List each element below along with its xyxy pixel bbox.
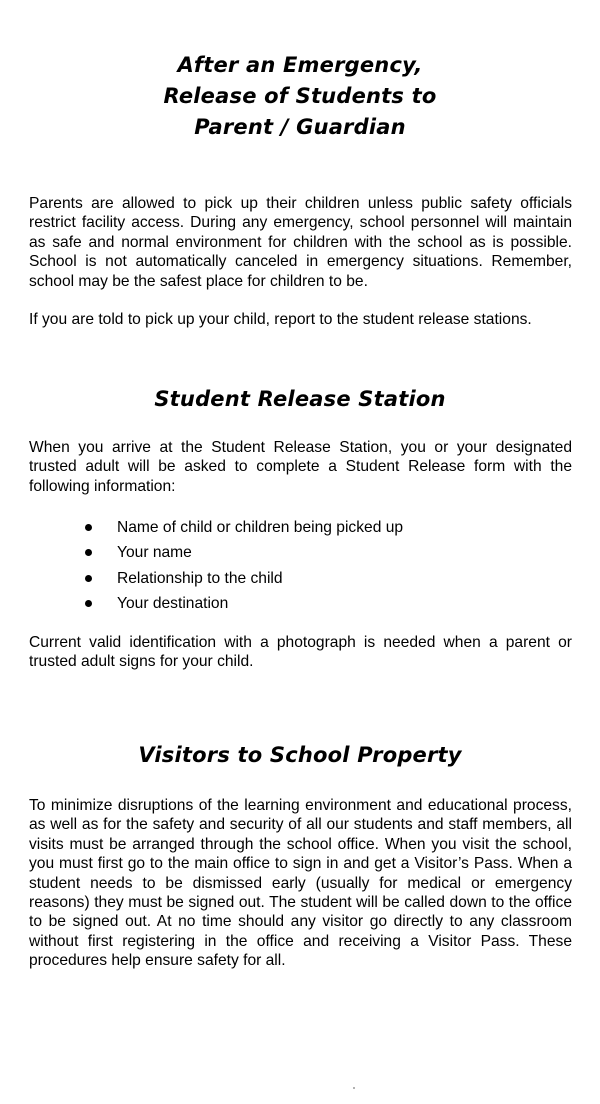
pickup-instruction: If you are told to pick up your child, report to the student release stations. — [29, 311, 532, 328]
bullet-icon — [85, 524, 92, 531]
scan-speck — [353, 1087, 355, 1089]
bullet-icon — [85, 575, 92, 582]
list-item-text: Your destination — [117, 595, 229, 613]
identification-note: Current valid identification with a photograph is needed when a parent or trusted adult signs for your child. — [29, 634, 572, 671]
visitors-paragraph: To minimize disruptions of the learning environment and educational process, as well as for the safety and security of all our students and staff members, all visits must be arranged through the school office. When you visit the school, you must first go to the main office to sign in and get a Visitor’s Pass. When a student needs to be dismissed early (usually for medical or emergency reasons) they must be signed out. The student will be called down to the office to be signed out. At no time should any visitor go directly to any classroom without first registering in the office and receiving a Visitor Pass. These procedures help ensure safety for all. — [29, 797, 572, 970]
list-item — [80, 592, 403, 617]
visitors-heading: Visitors to School Property — [138, 743, 462, 767]
page-title — [0, 50, 600, 143]
release-form-info-list — [80, 516, 403, 618]
list-item-text: Relationship to the child — [117, 569, 283, 587]
list-item-text: Your name — [117, 544, 192, 562]
release-station-paragraph: When you arrive at the Student Release Station, you or your designated trusted adult will be asked to complete a Student Release form with the following information: — [29, 439, 572, 495]
list-item — [80, 567, 403, 592]
bullet-icon — [85, 549, 92, 556]
list-item-text: Name of child or children being picked up — [117, 519, 404, 536]
bullet-icon — [85, 600, 92, 607]
list-item — [80, 516, 403, 541]
student-release-station-heading: Student Release Station — [154, 387, 446, 411]
page-title-line-2: Release of Students to — [163, 84, 437, 108]
page-title-line-1: After an Emergency, — [177, 53, 423, 77]
list-item — [80, 541, 403, 566]
page-title-line-3: Parent / Guardian — [194, 115, 406, 139]
intro-paragraph: Parents are allowed to pick up their children unless public safety officials restrict facility access. During any emergency, school personnel will maintain as safe and normal environment for children with the school as is possible. School is not automatically canceled in emergency situations. Remember, school may be the safest place for children to be. — [29, 195, 572, 290]
